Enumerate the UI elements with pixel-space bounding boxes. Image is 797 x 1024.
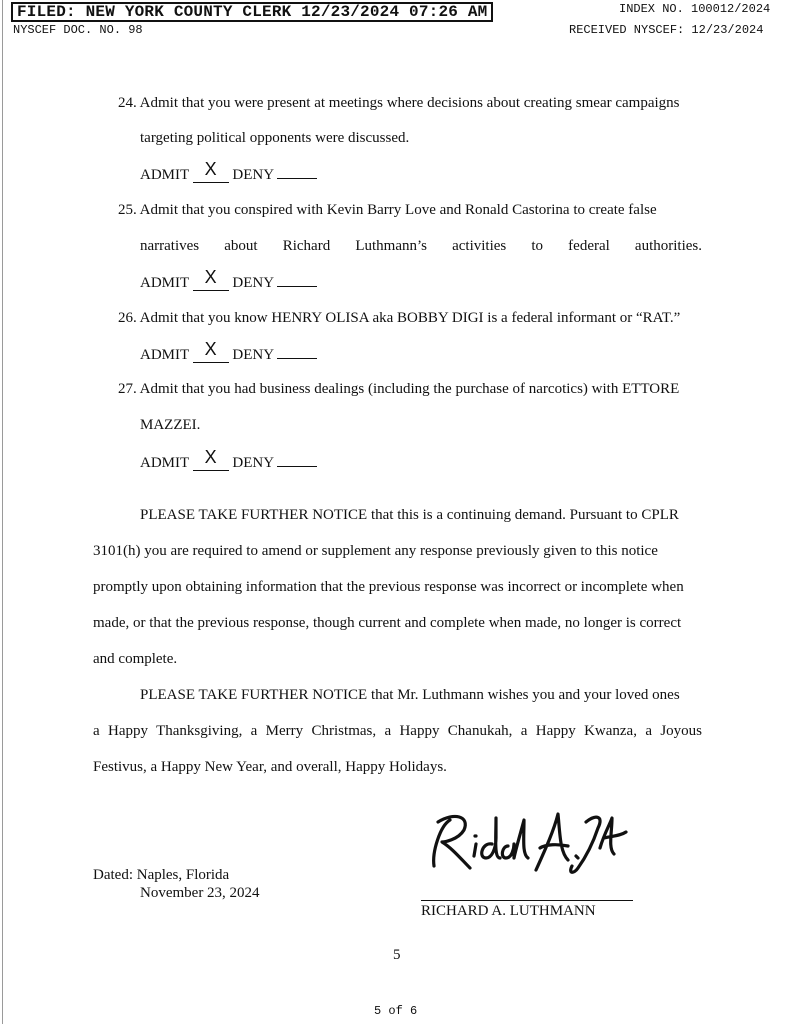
signature-line (421, 900, 633, 901)
admit-label: ADMIT (140, 167, 189, 183)
item-25-line-1: 25. Admit that you conspired with Kevin Barry Love and Ronald Castorina to create false (118, 202, 657, 218)
deny-label: DENY (232, 167, 274, 183)
deny-blank (277, 452, 317, 467)
notice-2-line-3: Festivus, a Happy New Year, and overall, Happy Holidays. (93, 759, 447, 775)
deny-blank (277, 344, 317, 359)
filed-stamp: FILED: NEW YORK COUNTY CLERK 12/23/2024 07:26 AM (11, 2, 493, 22)
admit-blank (193, 339, 229, 363)
item-24-line-1: 24. Admit that you were present at meetings where decisions about creating smear campaigns (118, 95, 680, 111)
item-25-line-2: narratives about Richard Luthmann’s activities to federal authorities. (140, 238, 702, 254)
deny-label: DENY (232, 347, 274, 363)
item-27-response (140, 447, 317, 472)
dated-date: November 23, 2024 (140, 885, 260, 901)
admit-mark: X (204, 339, 217, 359)
notice-1-line-3: promptly upon obtaining information that the previous response was incorrect or incomplete when (93, 579, 684, 595)
notice-2-line-2: a Happy Thanksgiving, a Merry Christmas, a Happy Chanukah, a Happy Kwanza, a Joyous (93, 723, 702, 739)
item-26-line-1: 26. Admit that you know HENRY OLISA aka BOBBY DIGI is a federal informant or “RAT.” (118, 310, 681, 326)
notice-1-line-2: 3101(h) you are required to amend or supplement any response previously given to this notice (93, 543, 658, 559)
admit-label: ADMIT (140, 455, 189, 471)
item-24-line-2: targeting political opponents were discussed. (140, 130, 410, 146)
admit-mark: X (204, 447, 217, 467)
admit-mark: X (204, 159, 217, 179)
item-25-response (140, 267, 317, 292)
admit-label: ADMIT (140, 275, 189, 291)
page-number: 5 (393, 947, 401, 963)
dated-location: Dated: Naples, Florida (93, 867, 230, 883)
item-26-response (140, 339, 317, 364)
notice-2-line-1: PLEASE TAKE FURTHER NOTICE that Mr. Luthmann wishes you and your loved ones (140, 687, 680, 703)
received-date: RECEIVED NYSCEF: 12/23/2024 (569, 23, 764, 37)
item-27-line-2: MAZZEI. (140, 417, 201, 433)
notice-1-line-5: and complete. (93, 651, 178, 667)
admit-blank (193, 267, 229, 291)
admit-mark: X (204, 267, 217, 287)
deny-label: DENY (232, 455, 274, 471)
admit-blank (193, 447, 229, 471)
admit-blank (193, 159, 229, 183)
admit-label: ADMIT (140, 347, 189, 363)
item-27-line-1: 27. Admit that you had business dealings (including the purchase of narcotics) with ETTORE (118, 381, 680, 397)
signer-name: RICHARD A. LUTHMANN (421, 903, 596, 919)
notice-1-line-4: made, or that the previous response, though current and complete when made, no longer is correct (93, 615, 682, 631)
notice-1-line-1: PLEASE TAKE FURTHER NOTICE that this is a continuing demand. Pursuant to CPLR (140, 507, 679, 523)
item-24-response (140, 159, 317, 184)
deny-blank (277, 272, 317, 287)
index-number: INDEX NO. 100012/2024 (619, 2, 771, 16)
nyscef-doc-number: NYSCEF DOC. NO. 98 (13, 23, 143, 37)
signature-image (428, 808, 628, 880)
deny-blank (277, 164, 317, 179)
page-footer: 5 of 6 (374, 1004, 418, 1018)
page-border (2, 0, 3, 1024)
deny-label: DENY (232, 275, 274, 291)
